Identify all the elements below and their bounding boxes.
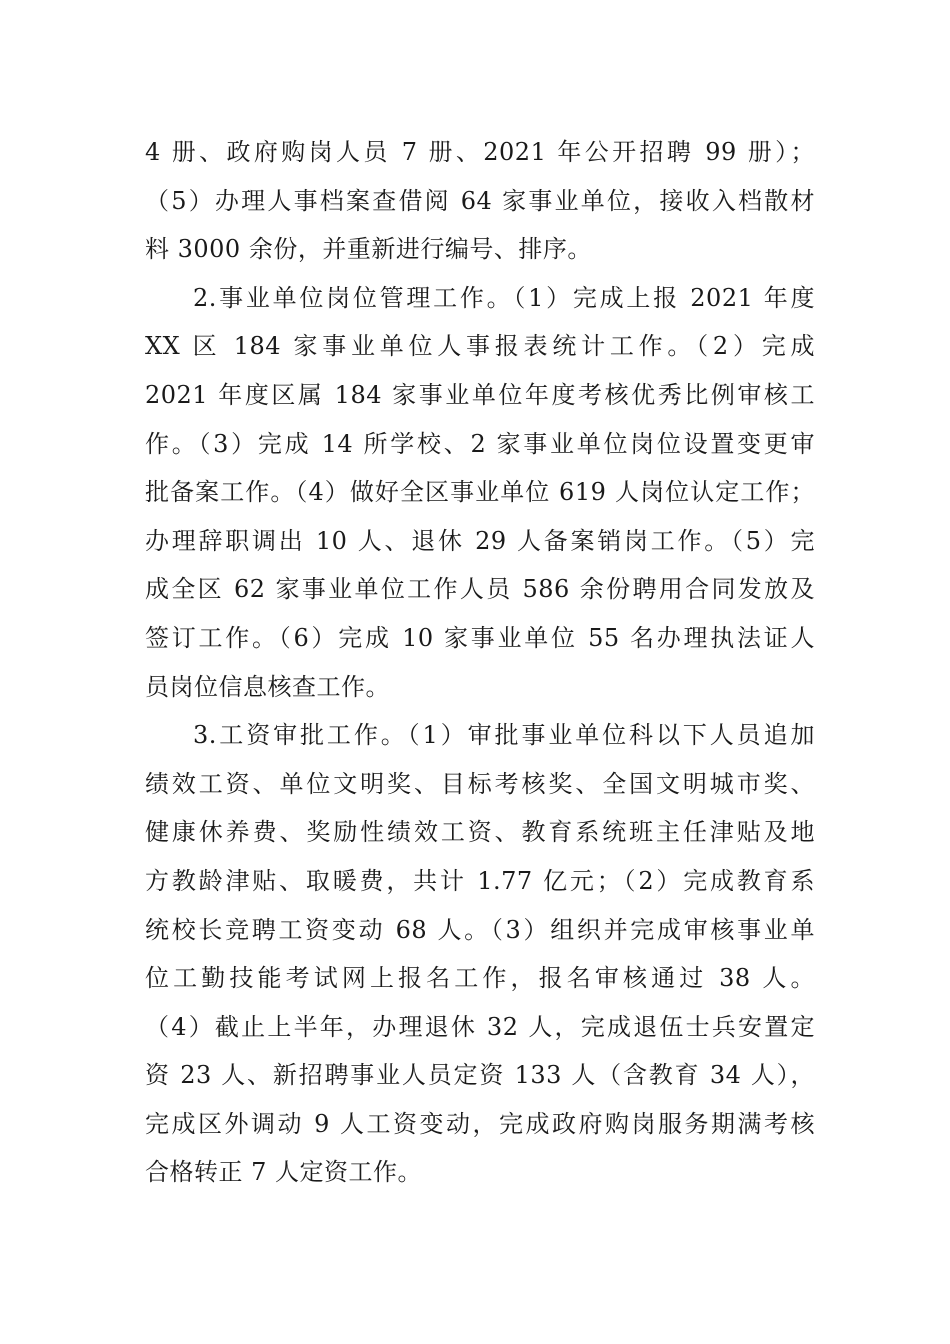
text-line: 签订工作。（6）完成 10 家事业单位 55 名办理执法证人	[145, 623, 815, 652]
text-line: 料 3000 余份，并重新进行编号、排序。	[145, 235, 592, 264]
text-line: 2.事业单位岗位管理工作。（1）完成上报 2021 年度	[193, 283, 815, 312]
text-line: 统校长竞聘工资变动 68 人。（3）组织并完成审核事业单	[145, 915, 815, 944]
text-line: 资 23 人、新招聘事业人员定资 133 人（含教育 34 人），	[145, 1061, 815, 1090]
paragraph-continuation	[145, 128, 815, 274]
text-line: 3.工资审批工作。（1）审批事业单位科以下人员追加	[193, 721, 815, 750]
text-line: 员岗位信息核查工作。	[145, 672, 390, 701]
paragraph-post-management	[145, 274, 815, 711]
text-line: （4）截止上半年，办理退休 32 人，完成退伍士兵安置定	[145, 1012, 815, 1041]
text-line: 合格转正 7 人定资工作。	[145, 1158, 423, 1187]
text-line: 办理辞职调出 10 人、退休 29 人备案销岗工作。（5）完	[145, 526, 815, 555]
text-line: 健康休养费、奖励性绩效工资、教育系统班主任津贴及地	[145, 818, 815, 847]
paragraph-wage-approval	[145, 711, 815, 1197]
text-line: 方教龄津贴、取暖费，共计 1.77 亿元；（2）完成教育系	[145, 866, 815, 895]
text-line: 绩效工资、单位文明奖、目标考核奖、全国文明城市奖、	[145, 769, 815, 798]
text-line: 作。（3）完成 14 所学校、2 家事业单位岗位设置变更审	[145, 429, 815, 458]
text-line: 2021 年度区属 184 家事业单位年度考核优秀比例审核工	[145, 380, 815, 409]
document-body	[145, 128, 815, 1197]
text-line: 位工勤技能考试网上报名工作，报名审核通过 38 人。	[145, 964, 815, 993]
text-line: （5）办理人事档案查借阅 64 家事业单位，接收入档散材	[145, 186, 815, 215]
text-line: 4 册、政府购岗人员 7 册、2021 年公开招聘 99 册）；	[145, 138, 815, 166]
text-line: XX 区 184 家事业单位人事报表统计工作。（2）完成	[145, 332, 815, 361]
text-line: 批备案工作。（4）做好全区事业单位 619 人岗位认定工作；	[145, 478, 815, 507]
text-line: 完成区外调动 9 人工资变动，完成政府购岗服务期满考核	[145, 1109, 815, 1138]
text-line: 成全区 62 家事业单位工作人员 586 余份聘用合同发放及	[145, 575, 815, 604]
